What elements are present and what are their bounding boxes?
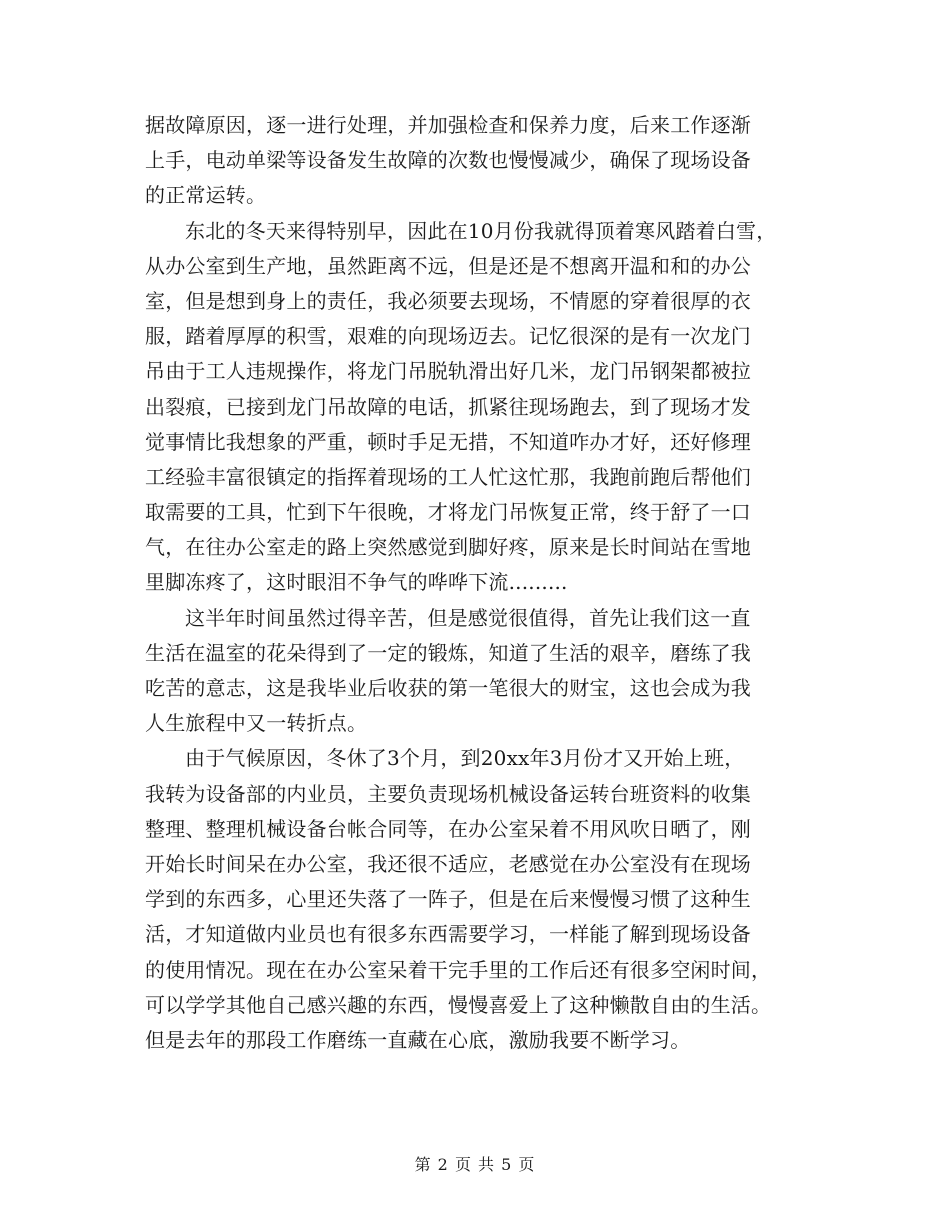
text-line: 服，踏着厚厚的积雪，艰难的向现场迈去。记忆很深的是有一次龙门 (145, 324, 751, 349)
text-line: 觉事情比我想象的严重，顿时手足无措，不知道咋办才好，还好修理 (145, 429, 751, 454)
text-line: 整理、整理机械设备台帐合同等，在办公室呆着不用风吹日晒了，刚 (145, 816, 751, 841)
text-line: 开始长时间呆在办公室，我还很不适应，老感觉在办公室没有在现场 (145, 851, 751, 876)
text-line: 吊由于工人违规操作，将龙门吊脱轨滑出好几米，龙门吊钢架都被拉 (145, 359, 751, 384)
paragraph-4 (145, 741, 825, 1058)
paragraph-3 (145, 601, 825, 742)
text-line: 工经验丰富很镇定的指挥着现场的工人忙这忙那，我跑前跑后帮他们 (145, 464, 751, 489)
page-number-footer: 第 2 页 共 5 页 (414, 1155, 536, 1174)
text-line: 学到的东西多，心里还失落了一阵子，但是在后来慢慢习惯了这种生 (145, 887, 751, 912)
document-body (145, 108, 825, 1058)
text-line: 人生旅程中又一转折点。 (145, 711, 368, 736)
text-line: 可以学学其他自己感兴趣的东西，慢慢喜爱上了这种懒散自由的生活。 (145, 992, 772, 1017)
text-line: 活，才知道做内业员也有很多东西需要学习，一样能了解到现场设备 (145, 922, 751, 947)
text-line: 吃苦的意志，这是我毕业后收获的第一笔很大的财宝，这也会成为我 (145, 676, 751, 700)
text-line: 里脚冻疼了，这时眼泪不争气的哗哗下流......... (145, 570, 568, 595)
text-line: 室，但是想到身上的责任，我必须要去现场，不情愿的穿着很厚的衣 (145, 288, 751, 313)
text-line: 东北的冬天来得特别早，因此在10月份我就得顶着寒风踏着白雪， (185, 218, 777, 243)
text-line: 上手，电动单梁等设备发生故障的次数也慢慢减少，确保了现场设备 (145, 148, 751, 173)
text-line: 出裂痕，已接到龙门吊故障的电话，抓紧往现场跑去，到了现场才发 (145, 394, 751, 419)
text-line: 取需要的工具，忙到下午很晚，才将龙门吊恢复正常，终于舒了一口 (145, 500, 751, 525)
paragraph-1 (145, 108, 825, 214)
text-line: 的正常运转。 (145, 183, 267, 208)
text-line: 生活在温室的花朵得到了一定的锻炼，知道了生活的艰辛，磨练了我 (145, 640, 751, 665)
text-line: 但是去年的那段工作磨练一直藏在心底，激励我要不断学习。 (145, 1027, 691, 1052)
text-line: 的使用情况。现在在办公室呆着干完手里的工作后还有很多空闲时间， (145, 957, 772, 982)
text-line: 这半年时间虽然过得辛苦，但是感觉很值得，首先让我们这一直 (185, 605, 751, 630)
text-line: 气，在往办公室走的路上突然感觉到脚好疼，原来是长时间站在雪地 (145, 535, 751, 560)
text-line: 从办公室到生产地，虽然距离不远，但是还是不想离开温和和的办公 (145, 253, 751, 278)
text-line: 我转为设备部的内业员，主要负责现场机械设备运转台班资料的收集 (145, 781, 751, 806)
text-line: 据故障原因，逐一进行处理，并加强检查和保养力度，后来工作逐渐 (145, 113, 751, 137)
paragraph-2 (145, 214, 825, 601)
text-line: 由于气候原因，冬休了3个月，到20xx年3月份才又开始上班， (185, 746, 745, 771)
